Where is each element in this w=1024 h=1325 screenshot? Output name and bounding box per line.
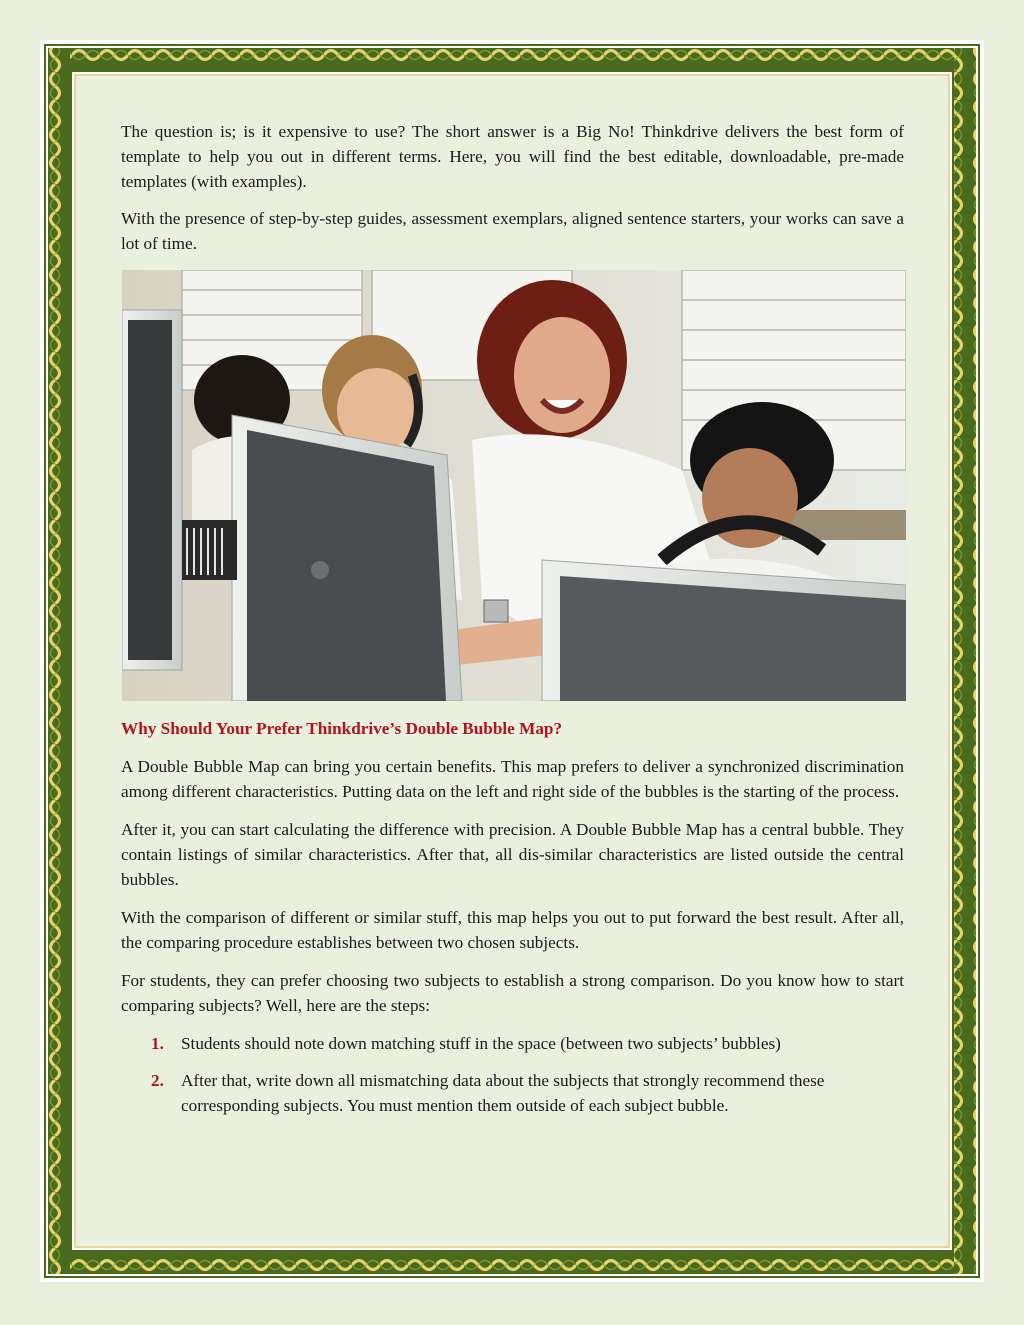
list-item [121, 1068, 904, 1118]
section-body [121, 754, 904, 1130]
step-text: Students should note down matching stuff in the space (between two subjects’ bubbles) [181, 1034, 781, 1053]
intro-text [121, 119, 904, 268]
step-number: 2. [151, 1071, 164, 1090]
section-paragraph-2: After it, you can start calculating the difference with precision. A Double Bubble Map has a central bubble. They contain listings of similar characteristics. After that, all dis-similar characteristics are listed outside the central bubbles. [121, 820, 904, 889]
step-text: After that, write down all mismatching data about the subjects that strongly recommend these corresponding subjects. You must mention them outside of each subject bubble. [181, 1071, 825, 1115]
classroom-photo [122, 270, 906, 701]
intro-paragraph-2: With the presence of step-by-step guides, assessment exemplars, aligned sentence starters, your works can save a lot of time. [121, 209, 904, 253]
intro-paragraph-1: The question is; is it expensive to use? The short answer is a Big No! Thinkdrive delivers the best form of template to help you out in different terms. Here, you will find the best editable, downloadable, pre-made templates (with examples). [121, 122, 904, 191]
section-paragraph-4: For students, they can prefer choosing two subjects to establish a strong comparison. Do you know how to start comparing subjects? Well, here are the steps: [121, 971, 904, 1015]
step-number: 1. [151, 1034, 164, 1053]
classroom-photo-icon [122, 270, 906, 701]
list-item [121, 1031, 904, 1056]
section-paragraph-1: A Double Bubble Map can bring you certain benefits. This map prefers to deliver a synchronized discrimination among different characteristics. Putting data on the left and right side of the bubbles is the starting of the process. [121, 757, 904, 801]
steps-list [121, 1031, 904, 1118]
section-heading: Why Should Your Prefer Thinkdrive’s Double Bubble Map? [121, 719, 563, 738]
section-paragraph-3: With the comparison of different or similar stuff, this map helps you out to put forward the best result. After all, the comparing procedure establishes between two chosen subjects. [121, 908, 904, 952]
